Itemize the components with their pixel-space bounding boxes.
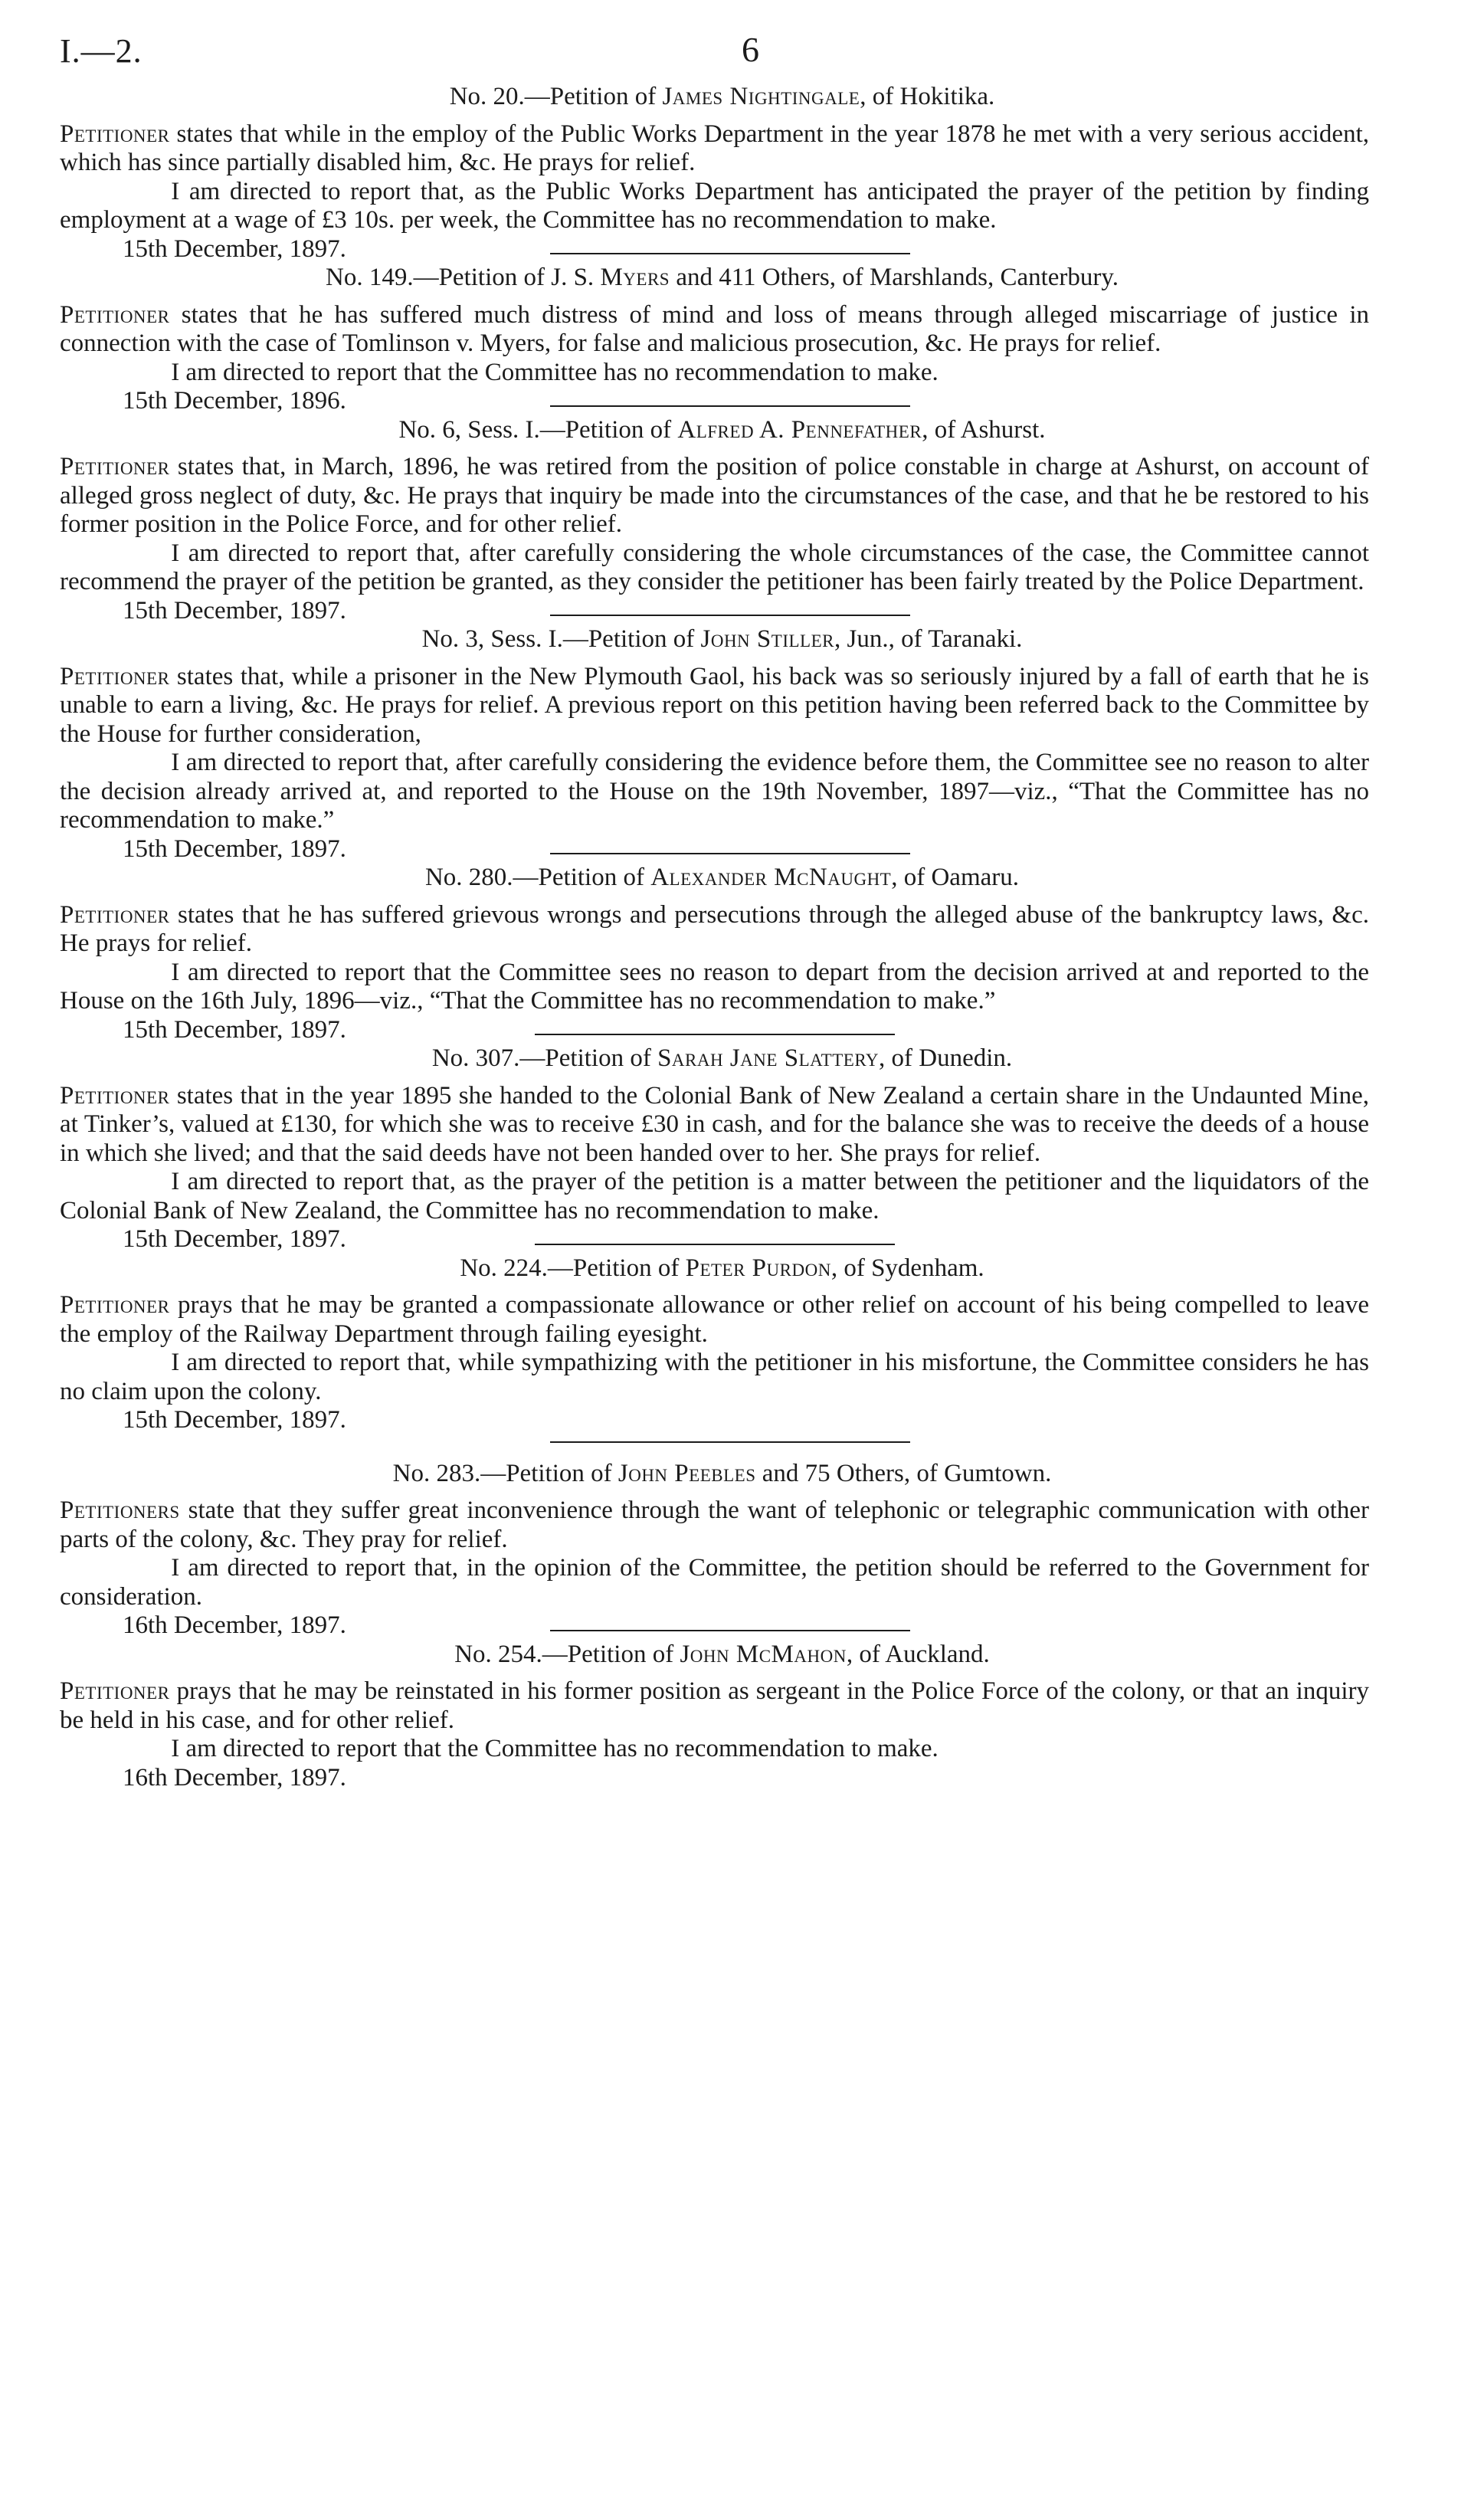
committee-report: I am directed to report that, as the prayer of the petition is a matter between the petitioner and the liquidators of the Colonial Bank of New Zealand, the Committee has no recommendation to make. [60,1168,1369,1224]
lead-word: Petitioner [60,1291,170,1319]
report-date: 15th December, 1897. [123,234,346,263]
petition-title: No. 224.—Petition of Peter Purdon, of Sydenham. [460,1254,984,1282]
petitioner-name: James Nightingale [662,83,860,110]
petition-entry [60,1641,1369,1793]
petition-title: No. 307.—Petition of Sarah Jane Slattery, of Dunedin. [431,1044,1013,1072]
petition-entry [60,1044,1369,1254]
report-date: 15th December, 1897. [123,1015,346,1044]
petition-title: No. 149.—Petition of J. S. Myers and 411 Others, of Marshlands, Canterbury. [325,264,1119,291]
committee-report: I am directed to report that the Committee sees no reason to depart from the decision arrived at and reported to the House on the 16th July, 1896—viz., “That the Committee has no recommendation to make.” [60,958,1369,1015]
committee-report: I am directed to report that, in the opinion of the Committee, the petition should be referred to the Government for consideration. [60,1554,1369,1611]
committee-report: I am directed to report that the Committee has no recommendation to make. [171,1735,939,1762]
petitioner-name: John McMahon [680,1640,847,1668]
petition-statement: Petitioners state that they suffer great inconvenience through the want of telephonic or telegraphic communication with other parts of the colony, &c. They pray for relief. [60,1497,1369,1553]
lead-word: Petitioner [60,1677,170,1705]
petition-statement: Petitioner states that in the year 1895 she handed to the Colonial Bank of New Zealand a certain share in the Undaunted Mine, at Tinker’s, valued at £130, for which she was to receive £30 in cash, and for the balance she was to receive the deeds of a house in which she lived; and that the said deeds have not been handed over to her. She prays for relief. [60,1081,1369,1167]
committee-report: I am directed to report that, as the Public Works Department has anticipated the prayer of the petition by finding employment at a wage of £3 10s. per week, the Committee has no recommendation to make. [60,177,1369,234]
lead-word: Petitioner [60,1081,170,1110]
petition-statement: Petitioner states that while in the employ of the Public Works Department in the year 1878 he met with a very serious accident, which has since partially disabled him, &c. He prays for relief. [60,120,1369,176]
lead-word: Petitioner [60,120,170,148]
report-date: 15th December, 1896. [123,387,346,415]
lead-word: Petitioner [60,300,170,329]
petitioner-name: Myers [600,264,670,291]
page-number: 6 [742,30,759,69]
petition-entry [60,1460,1369,1641]
lead-word: Petitioner [60,453,170,480]
committee-report: I am directed to report that the Committee has no recommendation to make. [171,358,939,386]
petition-statement: Petitioner states that he has suffered grievous wrongs and persecutions through the alleged abuse of the bankruptcy laws, &c. He prays for relief. [60,900,1369,957]
petition-statement: Petitioner states that, in March, 1896, he was retired from the position of police constable in charge at Ashurst, on account of alleged gross neglect of duty, &c. He prays that inquiry be made into the circumstances of the case, and that he be restored to his former position in the Police Force, and for other relief. [60,453,1369,538]
committee-report: I am directed to report that, while sympathizing with the petitioner in his misfortune, the Committee considers he has no claim upon the colony. [60,1349,1369,1405]
petitioner-name: Alfred A. Pennefather [677,415,922,444]
petition-entry [60,864,1369,1044]
report-date: 15th December, 1897. [123,1225,346,1253]
petition-title: No. 280.—Petition of Alexander McNaught, of Oamaru. [424,864,1020,891]
lead-word: Petitioner [60,662,170,690]
petition-statement: Petitioner prays that he may be granted a compassionate allowance or other relief on account of his being compelled to leave the employ of the Railway Department through failing eyesight. [60,1291,1369,1348]
petition-title: No. 254.—Petition of John McMahon, of Auckland. [454,1640,990,1668]
petition-entry [60,83,1369,264]
petitioner-name: John Peebles [618,1459,756,1487]
petition-entry [60,264,1369,416]
petitioner-name: Alexander McNaught [650,864,892,891]
committee-report: I am directed to report that, after carefully considering the whole circumstances of the case, the Committee cannot recommend the prayer of the petition be granted, as they consider the petitioner has been fairly treated by the Police Department. [60,539,1369,595]
petition-title: No. 20.—Petition of James Nightingale, of Hokitika. [449,83,995,110]
petition-entry [60,625,1369,864]
committee-report: I am directed to report that, after carefully considering the evidence before them, the Committee see no reason to alter the decision already arrived at, and reported to the House on the 19th November, 1897—viz., “That the Committee has no recommendation to make.” [60,749,1369,834]
petition-title: No. 6, Sess. I.—Petition of Alfred A. Pennefather, of Ashurst. [398,415,1046,444]
report-date: 15th December, 1897. [123,1406,346,1434]
petitioner-name: Sarah Jane Slattery [657,1044,880,1072]
section-divider [550,1441,910,1443]
petition-statement: Petitioner states that he has suffered much distress of mind and loss of means through alleged miscarriage of justice in connection with the case of Tomlinson v. Myers, for false and malicious prosecution, &c. He prays for relief. [60,300,1369,357]
petitioner-name: John Stiller [700,625,834,653]
petition-entry [60,416,1369,626]
report-date: 16th December, 1897. [123,1611,346,1639]
lead-word: Petitioners [60,1497,180,1524]
petitioner-name: Peter Purdon [685,1254,831,1282]
lead-word: Petitioner [60,900,170,929]
petition-title: No. 3, Sess. I.—Petition of John Stiller, Jun., of Taranaki. [421,625,1023,653]
running-header [60,0,1369,83]
report-date: 15th December, 1897. [123,834,346,863]
petition-statement: Petitioner states that, while a prisoner in the New Plymouth Gaol, his back was so seriously injured by a fall of earth that he is unable to earn a living, &c. He prays for relief. A previous report on this petition having been referred back to the Committee by the House for further consideration, [60,662,1369,748]
petition-entry [60,1254,1369,1435]
petition-title: No. 283.—Petition of John Peebles and 75 Others, of Gumtown. [392,1459,1052,1487]
page-reference: I.—2. [60,32,143,70]
report-date: 15th December, 1897. [123,596,346,624]
report-date: 16th December, 1897. [123,1763,346,1792]
petition-statement: Petitioner prays that he may be reinstated in his former position as sergeant in the Police Force of the colony, or that an inquiry be held in his case, and for other relief. [60,1677,1369,1734]
